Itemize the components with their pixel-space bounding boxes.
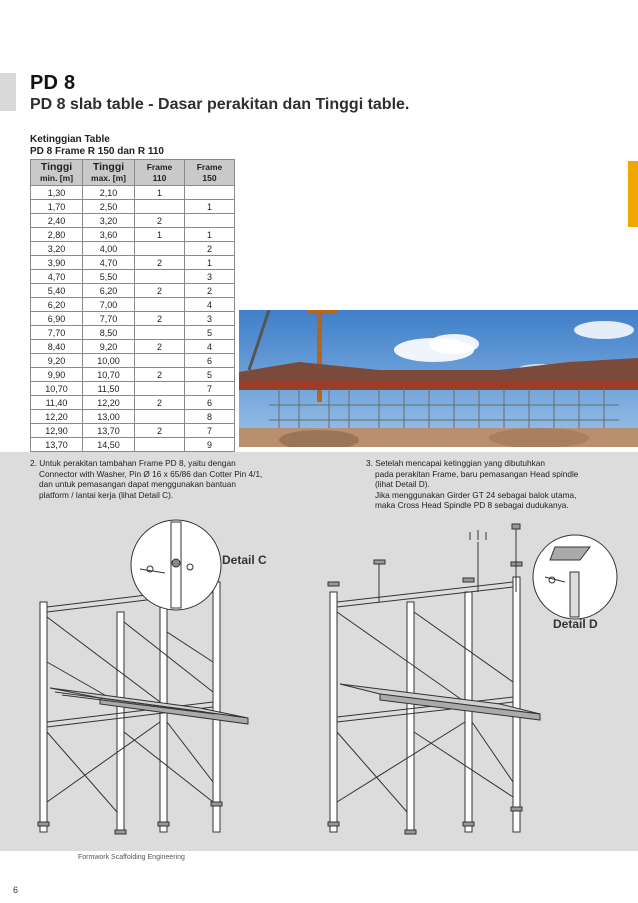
table-row: [31, 214, 235, 228]
table-cell: 2: [135, 284, 185, 298]
table-row: [31, 354, 235, 368]
table-cell: 1: [185, 200, 235, 214]
table-cell: 11,40: [31, 396, 83, 410]
table-row: [31, 340, 235, 354]
page-title: PD 8: [30, 72, 76, 94]
col-header-frame110: Frame 110: [135, 160, 185, 186]
table-cell: 6,20: [83, 284, 135, 298]
assembly-drawings: [0, 452, 638, 851]
table-cell: 9,20: [31, 354, 83, 368]
table-row: [31, 368, 235, 382]
table-cell: 5: [185, 368, 235, 382]
table-caption: [30, 134, 164, 158]
height-table: [30, 159, 235, 452]
col-header-max: Tinggi max. [m]: [83, 160, 135, 186]
page-number: 6: [13, 885, 19, 895]
table-cell: 7,70: [31, 326, 83, 340]
table-cell: 2,80: [31, 228, 83, 242]
table-row: [31, 438, 235, 452]
table-cell: 1: [185, 256, 235, 270]
table-header-row: [31, 160, 235, 186]
detail-d-label: Detail D: [553, 617, 598, 631]
table-cell: [135, 242, 185, 256]
table-cell: [135, 354, 185, 368]
title-accent-bar: [0, 73, 16, 111]
table-cell: 5: [185, 326, 235, 340]
table-cell: [185, 186, 235, 200]
table-cell: 4,00: [83, 242, 135, 256]
col-header-frame150: Frame 150: [185, 160, 235, 186]
construction-site-photo: [239, 310, 638, 447]
table-row: [31, 256, 235, 270]
table-cell: 1: [185, 228, 235, 242]
table-cell: 2,50: [83, 200, 135, 214]
table-cell: 2: [135, 340, 185, 354]
table-cell: 12,90: [31, 424, 83, 438]
section-tab-marker: [628, 161, 638, 227]
table-cell: 14,50: [83, 438, 135, 452]
table-cell: 3: [185, 270, 235, 284]
table-cell: 3,60: [83, 228, 135, 242]
table-cell: 6,90: [31, 312, 83, 326]
table-cell: 7,70: [83, 312, 135, 326]
table-caption-line1: Ketinggian Table: [30, 134, 110, 145]
table-cell: 1: [135, 186, 185, 200]
table-cell: 10,00: [83, 354, 135, 368]
table-cell: 1,30: [31, 186, 83, 200]
table-row: [31, 200, 235, 214]
table-row: [31, 410, 235, 424]
table-cell: 12,20: [83, 396, 135, 410]
table-caption-line2: PD 8 Frame R 150 dan R 110: [30, 146, 164, 157]
table-row: [31, 298, 235, 312]
table-cell: [135, 270, 185, 284]
table-cell: [185, 214, 235, 228]
table-cell: 10,70: [31, 382, 83, 396]
table-cell: 2: [135, 214, 185, 228]
table-cell: 7,00: [83, 298, 135, 312]
table-row: [31, 326, 235, 340]
table-cell: 13,70: [31, 438, 83, 452]
table-cell: 6: [185, 396, 235, 410]
table-cell: 2: [185, 242, 235, 256]
table-cell: 2,10: [83, 186, 135, 200]
table-cell: 2: [135, 368, 185, 382]
table-row: [31, 396, 235, 410]
detail-c-drawing: [131, 520, 221, 610]
table-cell: 5,50: [83, 270, 135, 284]
table-cell: 8,50: [83, 326, 135, 340]
table-row: [31, 382, 235, 396]
table-cell: [135, 200, 185, 214]
table-cell: 7: [185, 424, 235, 438]
table-row: [31, 186, 235, 200]
table-cell: 2: [135, 256, 185, 270]
page-subtitle: PD 8 slab table - Dasar perakitan dan Tinggi table.: [30, 96, 410, 113]
table-cell: 3,20: [31, 242, 83, 256]
table-cell: [135, 326, 185, 340]
table-cell: 4,70: [83, 256, 135, 270]
table-cell: 6: [185, 354, 235, 368]
detail-d-drawing: [533, 535, 617, 619]
table-cell: 10,70: [83, 368, 135, 382]
table-cell: [135, 298, 185, 312]
table-cell: 1,70: [31, 200, 83, 214]
table-cell: 1: [135, 228, 185, 242]
table-cell: 13,70: [83, 424, 135, 438]
table-cell: 6,20: [31, 298, 83, 312]
table-cell: 4,70: [31, 270, 83, 284]
table-cell: [135, 438, 185, 452]
table-cell: 11,50: [83, 382, 135, 396]
table-cell: 3: [185, 312, 235, 326]
note-detail-d: 3. Setelah mencapai ketinggian yang dibutuhkan pada perakitan Frame, baru pemasangan Head spindle (lihat Detail D). Jika menggunakan Girder GT 24 sebagai balok utama, maka Cross Head Spindle PD 8 sebagai dudukanya.: [366, 458, 579, 510]
frame-assembly-left-drawing: [38, 582, 248, 834]
table-row: [31, 270, 235, 284]
table-row: [31, 424, 235, 438]
frame-assembly-right-drawing: [328, 524, 540, 834]
table-cell: 2: [135, 396, 185, 410]
table-cell: 4: [185, 340, 235, 354]
table-cell: 5,40: [31, 284, 83, 298]
table-cell: 13,00: [83, 410, 135, 424]
table-row: [31, 312, 235, 326]
table-cell: 2,40: [31, 214, 83, 228]
col-header-min: Tinggi min. [m]: [31, 160, 83, 186]
table-cell: 8,40: [31, 340, 83, 354]
table-row: [31, 284, 235, 298]
table-cell: 2: [185, 284, 235, 298]
note-detail-c: 2. Untuk perakitan tambahan Frame PD 8, yaitu dengan Connector with Washer, Pin Ø 16 x 65/86 dan Cotter Pin 4/1, dan untuk pemasangan dapat menggunakan bantuan platform / lantai kerja (lihat Detail C).: [30, 458, 263, 500]
table-cell: 3,20: [83, 214, 135, 228]
footer-text: Formwork Scaffolding Engineering: [78, 854, 185, 861]
table-row: [31, 242, 235, 256]
table-cell: [135, 410, 185, 424]
table-row: [31, 228, 235, 242]
table-cell: 9,20: [83, 340, 135, 354]
table-cell: 8: [185, 410, 235, 424]
detail-c-label: Detail C: [222, 553, 267, 567]
table-cell: 3,90: [31, 256, 83, 270]
table-cell: 9,90: [31, 368, 83, 382]
table-cell: 7: [185, 382, 235, 396]
table-cell: 12,20: [31, 410, 83, 424]
table-cell: [135, 382, 185, 396]
table-cell: 9: [185, 438, 235, 452]
table-cell: 4: [185, 298, 235, 312]
table-cell: 2: [135, 312, 185, 326]
table-cell: 2: [135, 424, 185, 438]
